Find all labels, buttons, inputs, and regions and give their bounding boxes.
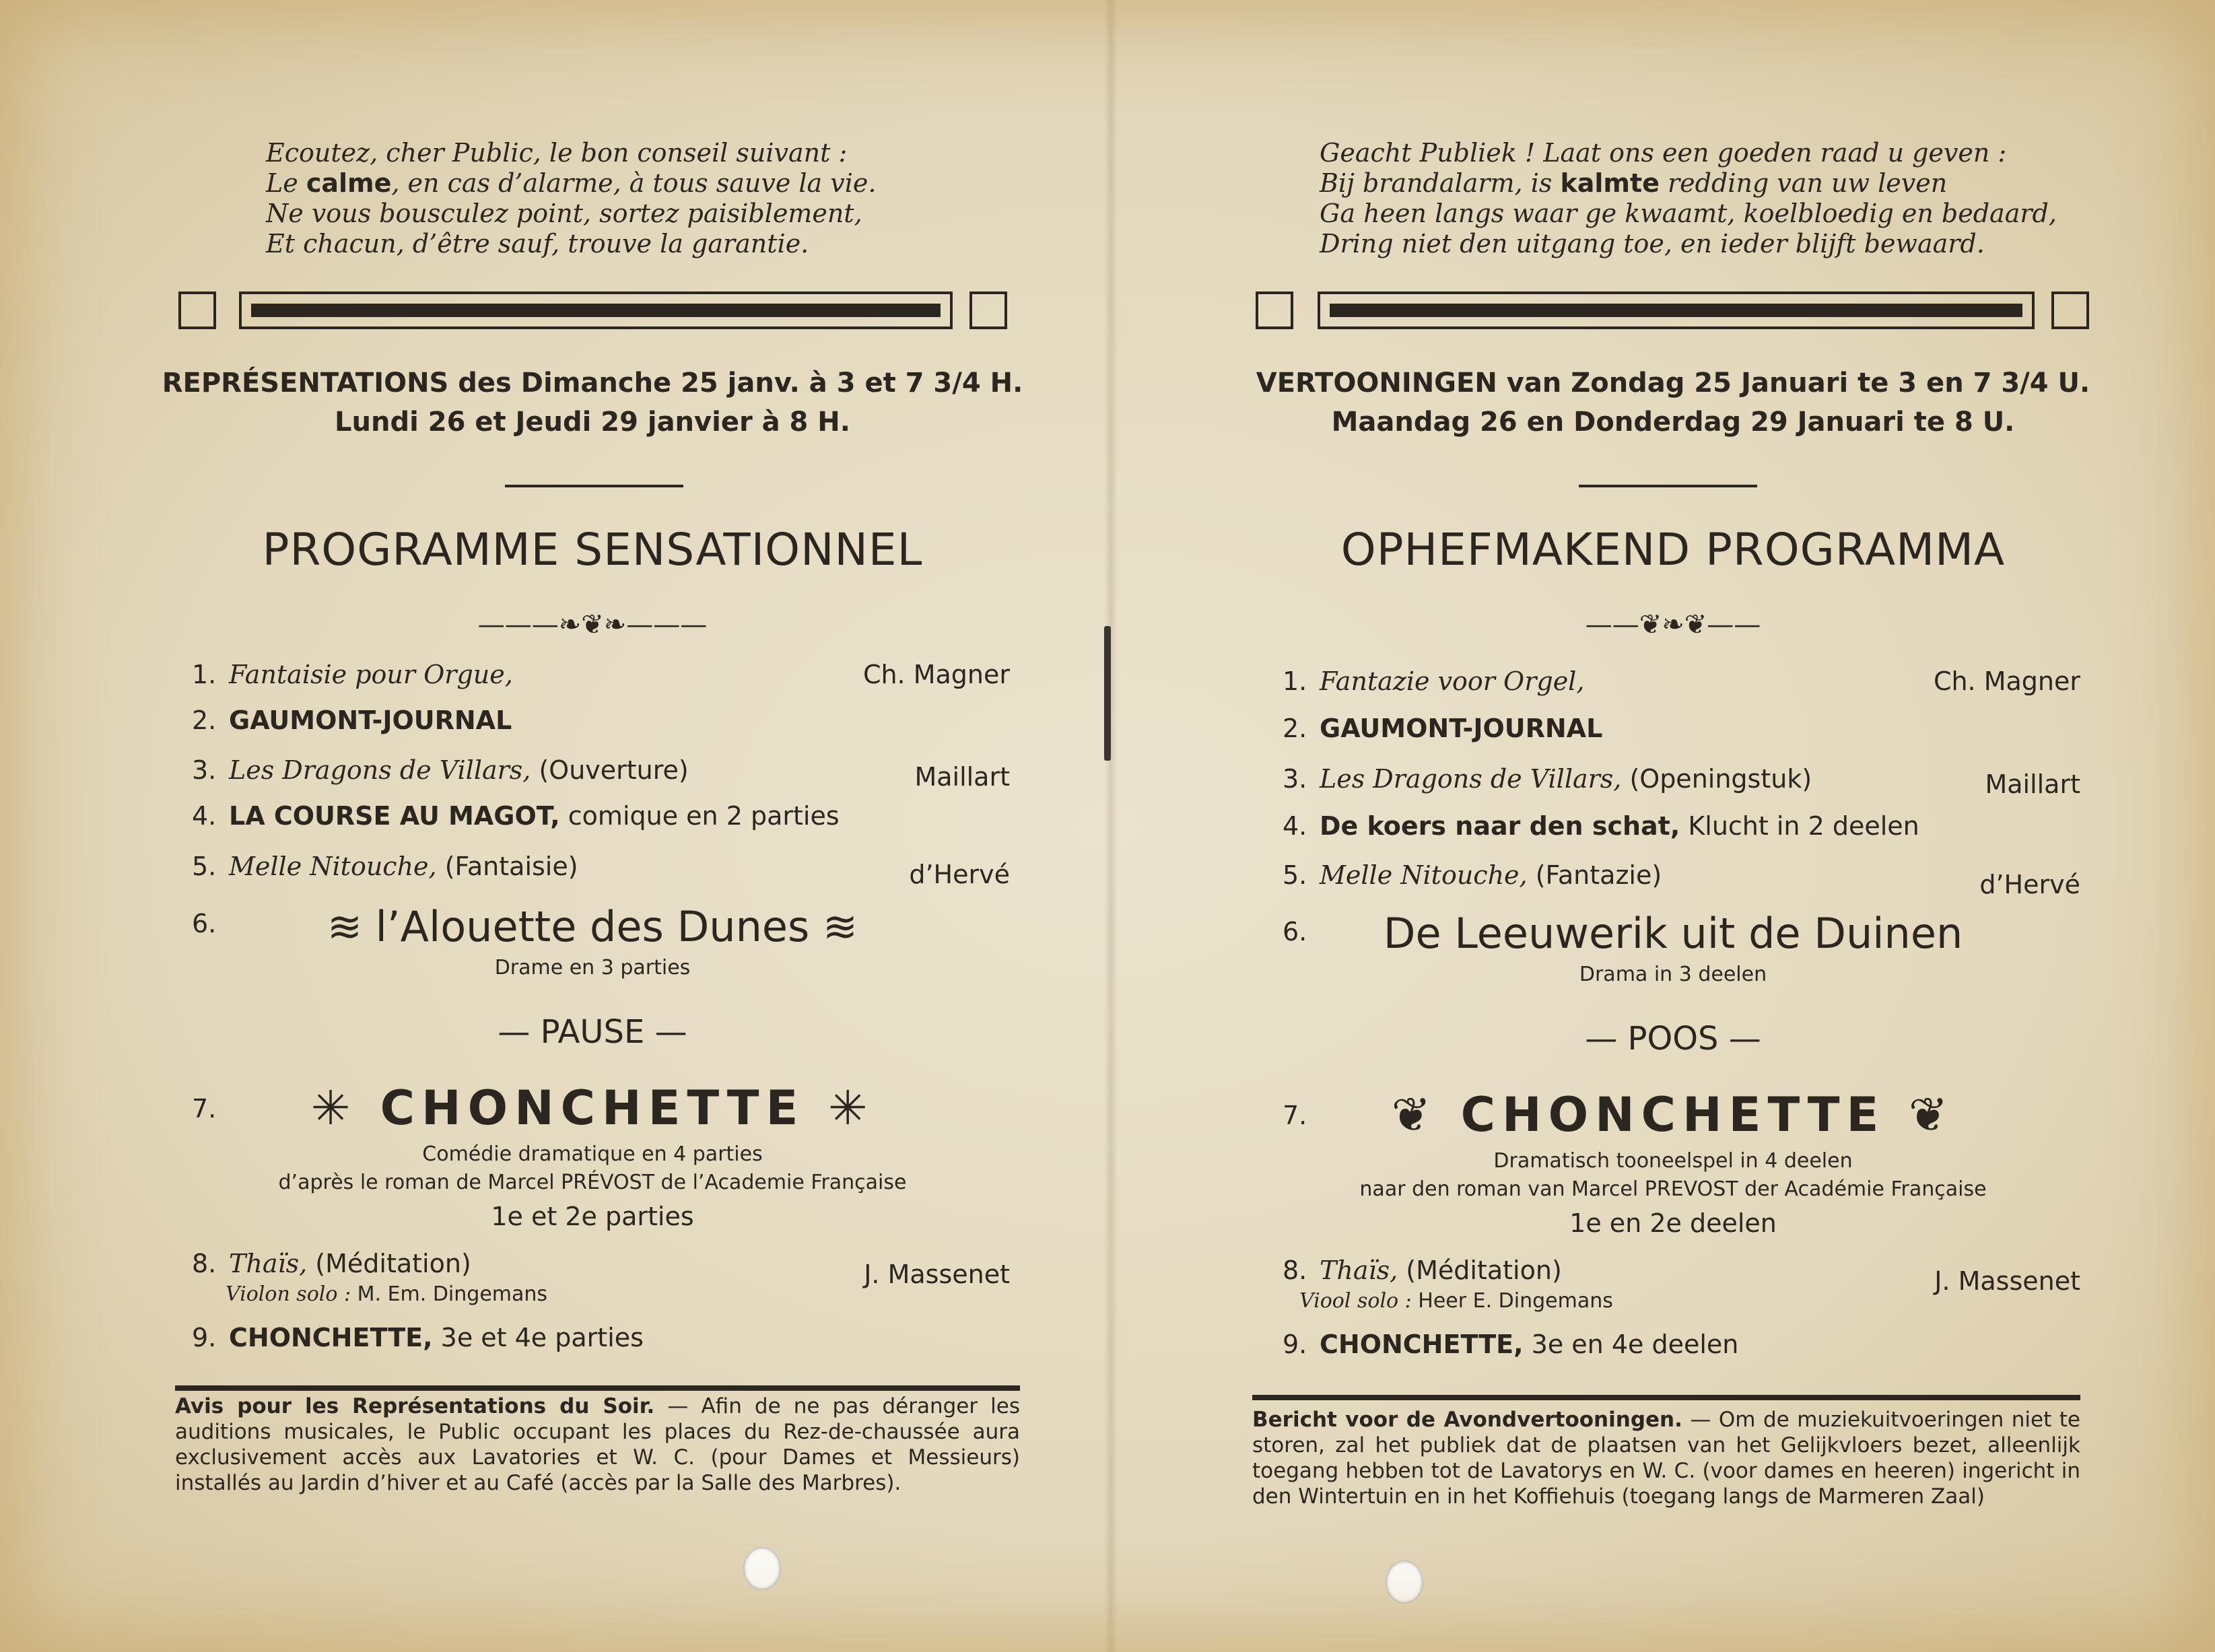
feature-credit: d’après le roman de Marcel PRÉVOST de l’Academie Française (278, 1171, 907, 1194)
program-item: 8. Thaïs, (Méditation) Viool solo : Heer E. Dingemans J. Massenet (1283, 1255, 2080, 1313)
safety-verse (266, 138, 876, 259)
divider (1252, 1395, 2080, 1400)
feature-credit: naar den roman van Marcel PREVOST der Académie Française (1359, 1177, 1987, 1201)
feature-subtitle: Dramatisch tooneelspel in 4 deelen (1493, 1149, 1853, 1173)
verse-emphasis: kalmte (1560, 168, 1660, 198)
verse-line: Ecoutez, cher Public, le bon conseil suivant : (266, 138, 848, 168)
ornamental-bar (178, 286, 1007, 333)
decorative-flourish: ≋ (327, 902, 376, 951)
divider (505, 485, 683, 487)
program-title: OPHEFMAKEND PROGRAMMA (1340, 524, 2006, 576)
ornamental-bar (1256, 286, 2090, 333)
feature-title: CHONCHETTE (1460, 1087, 1886, 1142)
decorative-flourish: ≋ (809, 902, 858, 951)
french-page: Ecoutez, cher Public, le bon conseil suivant : Le calme, en cas d’alarme, à tous sauve la vie. Ne vous bousculez point, sortez paisiblement, Et chacun, d’être sauf, trouve la garantie. REPRÉSENTATIONS des Dimanche 25 janv. à 3 et 7 3/4 H. Lundi 26 et Jeudi 29 janvier à 8 H. PROGRAMME SENSATIONNEL ———❧❦❧——— 1. Fantaisie pour Orgue, Ch. Magner 2. GAUMONT-JOURNAL 3. Les Dragons de Villars, (Ouverture) Maillart 4. LA COURSE AU MAGOT, comique en 2 parties 5. Melle Nitouche, (Fantaisie) d’Hervé 6. ≋ l’Alouette des Dunes ≋ Drame en 3 parties — PAUSE — 7. ✳ CHONCHETTE ✳ Comédie dramatique en 4 parties d’après le roman de Marcel PRÉVOST de l’Academie Française 1e et 2e parties 8. Thaïs, (Méditation) Violon solo : M. Em. Dingemans J. Massenet 9. CHONCHETTE, 3e et 4e parties Avis pour les Représentations du Soir. — Afin de ne pas déranger les auditions musicales, le Public occupant les places du Rez-de-chaussée aura exclusivement accès aux Lavatories et W. C. (pour Dames et Messieurs) installés au Jardin d’hiver et au Café (accès par la Salle des Marbres). (155, 0, 1030, 1652)
program-title: PROGRAMME SENSATIONNEL (262, 524, 923, 576)
verse-line: Et chacun, d’être sauf, trouve la garantie. (266, 229, 809, 259)
star-icon: ✳ (310, 1080, 380, 1136)
verse-line: Ne vous bousculez point, sortez paisiblement, (266, 199, 862, 228)
feature-subtitle: Comédie dramatique en 4 parties (422, 1142, 763, 1166)
safety-verse (1320, 138, 2057, 259)
intermission: — POOS — (1585, 1020, 1761, 1058)
performance-dates: VERTOONINGEN van Zondag 25 Januari te 3 en 7 3/4 U. Maandag 26 en Donderdag 29 Januari te 8 U. (1256, 368, 2090, 438)
ornament-square (1256, 291, 1293, 329)
verse-line: Dring niet den uitgang toe, en ieder blijft bewaard. (1320, 229, 1985, 259)
program-item: 7. ❦ CHONCHETTE ❦ Dramatisch tooneelspel in 4 deelen naar den roman van Marcel PREVOST der Académie Française 1e en 2e deelen (1246, 1087, 2101, 1249)
shell-ornament-icon: ❦ (1391, 1087, 1461, 1142)
feature-title: CHONCHETTE (380, 1080, 805, 1136)
ornament-square (178, 291, 216, 329)
divider (1579, 485, 1757, 487)
evening-notice: Avis pour les Représentations du Soir. — Afin de ne pas déranger les auditions musicales, le Public occupant les places du Rez-de-chaussée aura exclusivement accès aux Lavatories et W. C. (pour Dames et Messieurs) installés au Jardin d’hiver et au Café (accès par la Salle des Marbres). (175, 1394, 1021, 1495)
feature-subtitle: Drame en 3 parties (494, 956, 691, 979)
performance-dates: REPRÉSENTATIONS des Dimanche 25 janv. à 3 et 7 3/4 H. Lundi 26 et Jeudi 29 janvier à 8 H. (162, 368, 1023, 438)
feature-subtitle: Drama in 3 deelen (1579, 963, 1767, 986)
star-icon: ✳ (805, 1080, 875, 1136)
program-item: 7. ✳ CHONCHETTE ✳ Comédie dramatique en 4 parties d’après le roman de Marcel PRÉVOST de l’Academie Française 1e et 2e parties (155, 1080, 1030, 1242)
ornament-square (2051, 291, 2089, 329)
divider (175, 1385, 1020, 1391)
verse-emphasis: calme (306, 168, 392, 198)
ornament-frame (1318, 291, 2035, 329)
center-fold (1104, 0, 1118, 1652)
program-item: 8. Thaïs, (Méditation) Violon solo : M. Em. Dingemans J. Massenet (192, 1249, 1010, 1306)
feature-title: De Leeuwerik uit de Duinen (1383, 909, 1963, 958)
intermission: — PAUSE — (498, 1013, 687, 1051)
shell-ornament-icon: ❦ (1885, 1087, 1955, 1142)
feature-title: l’Alouette des Dunes (375, 902, 810, 951)
program-item: 6. De Leeuwerik uit de Duinen Drama in 3 deelen (1246, 909, 2101, 990)
verse-line: Le calme, en cas d’alarme, à tous sauve la vie. (266, 168, 877, 198)
ornament-square (969, 291, 1007, 329)
verse-line: Bij brandalarm, is kalmte redding van uw leven (1320, 168, 1948, 198)
verse-line: Ga heen langs waar ge kwaamt, koelbloedig en bedaard, (1320, 199, 2057, 228)
feature-parts: 1e en 2e deelen (1569, 1208, 1777, 1238)
feature-parts: 1e et 2e parties (491, 1202, 694, 1231)
dutch-page: Geacht Publiek ! Laat ons een goeden raad u geven : Bij brandalarm, is kalmte redding van uw leven Ga heen langs waar ge kwaamt, koelbloedig en bedaard, Dring niet den uitgang toe, en ieder blijft bewaard. VERTOONINGEN van Zondag 25 Januari te 3 en 7 3/4 U. Maandag 26 en Donderdag 29 Januari te 8 U. OPHEFMAKEND PROGRAMMA ——❦❧❦—— 1. Fantazie voor Orgel, Ch. Magner 2. GAUMONT-JOURNAL 3. Les Dragons de Villars, (Openingstuk) Maillart 4. De koers naar den schat, Klucht in 2 deelen 5. Melle Nitouche, (Fantazie) d’Hervé 6. De Leeuwerik uit de Duinen Drama in 3 deelen — POOS — 7. ❦ CHONCHETTE ❦ Dramatisch tooneelspel in 4 deelen naar den roman van Marcel PREVOST der Académie Française 1e en 2e deelen 8. Thaïs, (Méditation) Viool solo : Heer E. Dingemans J. Massenet 9. CHONCHETTE, 3e en 4e deelen Bericht voor de Avondvertooningen. — Om de muziekuitvoeringen niet te storen, zal het publiek dat de plaatsen van het Gelijkvloers bezet, alleenlijk toegang hebben tot de Lavatorys en W. C. (voor dames en heeren) ingericht in den Wintertuin en in het Koffiehuis (toegang langs de Marmeren Zaal) (1246, 0, 2101, 1652)
staple (1104, 626, 1111, 761)
evening-notice: Bericht voor de Avondvertooningen. — Om de muziekuitvoeringen niet te storen, zal het publiek dat de plaatsen van het Gelijkvloers bezet, alleenlijk toegang hebben tot de Lavatorys en W. C. (voor dames en heeren) ingericht in den Wintertuin en in het Koffiehuis (toegang langs de Marmeren Zaal) (1252, 1408, 2080, 1509)
ornament-frame (239, 291, 953, 329)
flourish-ornament: ——❦❧❦—— (1585, 609, 1761, 640)
flourish-ornament: ———❧❦❧——— (477, 609, 708, 640)
verse-line: Geacht Publiek ! Laat ons een goeden raad u geven : (1320, 138, 2007, 168)
program-item: 6. ≋ l’Alouette des Dunes ≋ Drame en 3 parties (155, 902, 1030, 983)
